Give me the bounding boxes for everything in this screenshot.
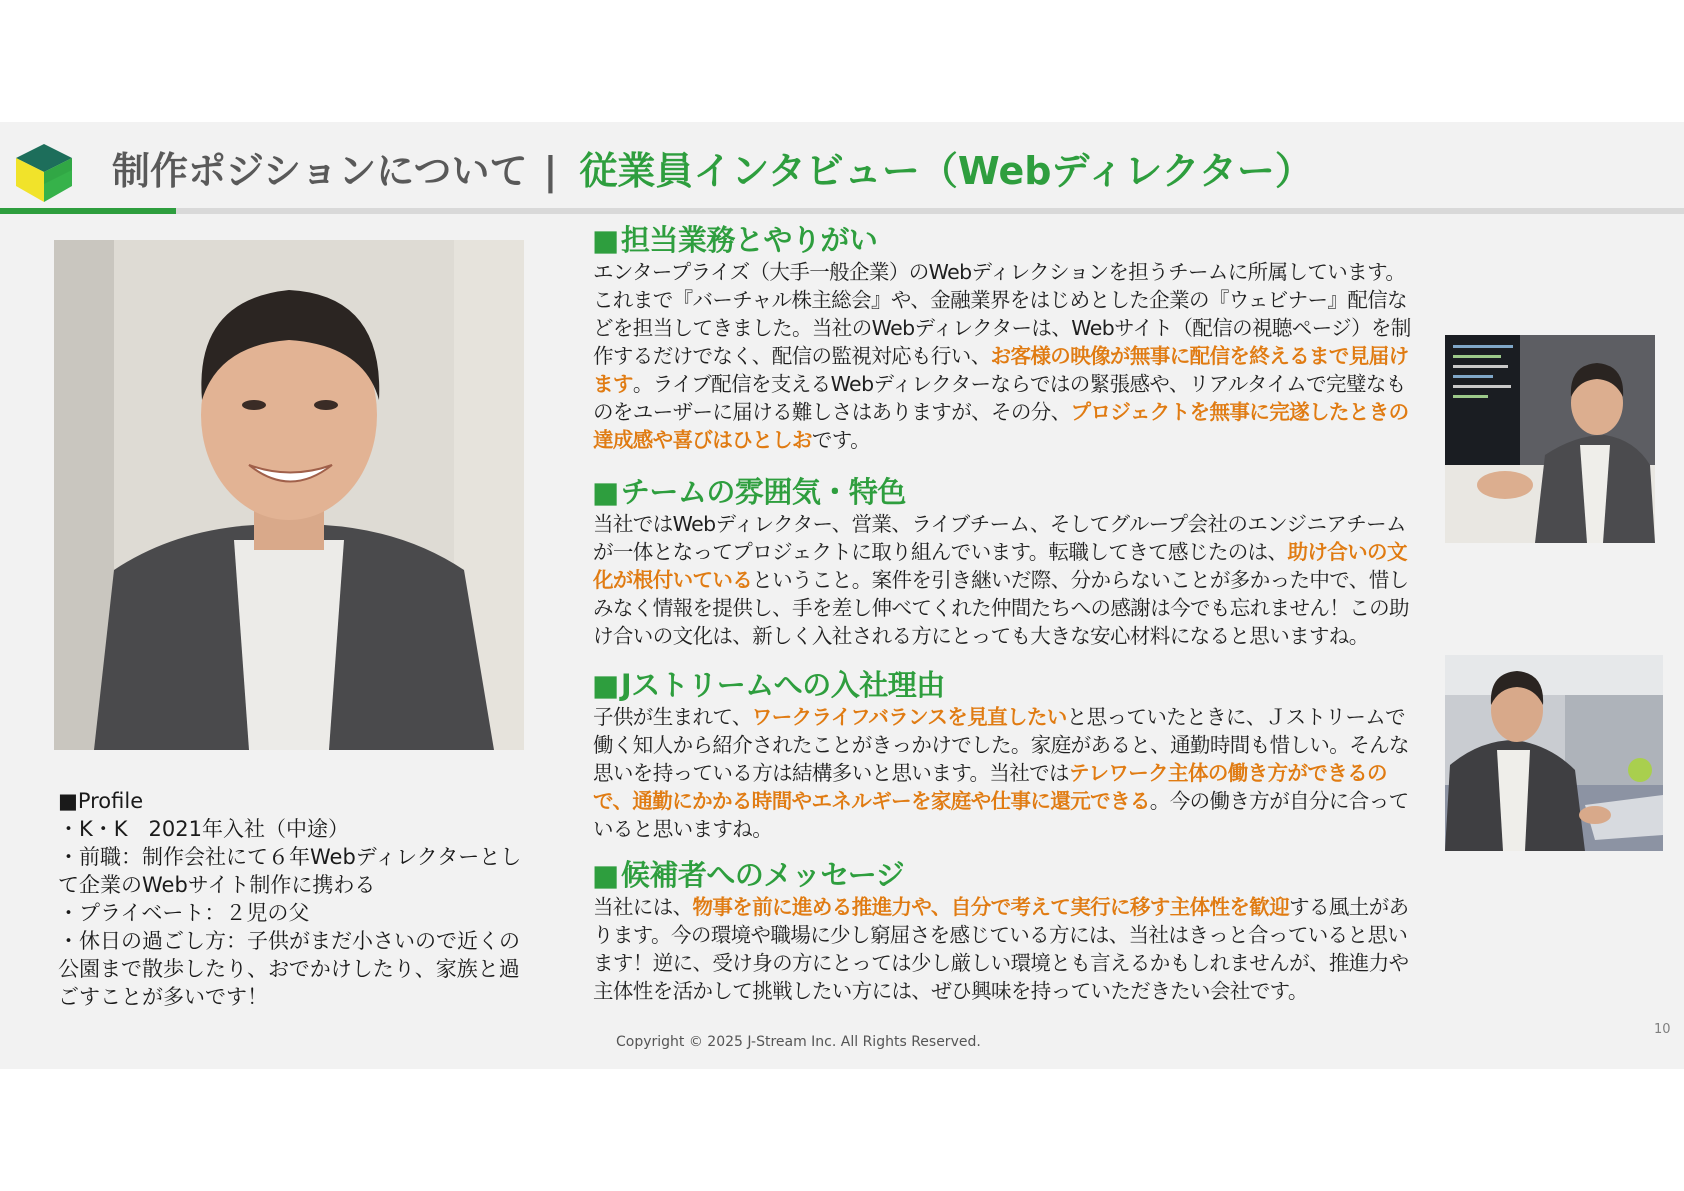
header-category: 制作ポジションについて [112,149,528,193]
body-text: 。ライブ配信を支えるWebディレクターならではの緊張感や、リアルタイムで完璧なものをユーザーに届ける難しさはありますが、その分、 [593,372,1406,424]
section-heading [592,474,1422,510]
profile-line: ・休日の過ごし方：子供がまだ小さいので近くの公園まで散歩したり、おでかけしたり、家族と過ごすことが多いです！ [58,929,520,1009]
section-heading-marker: ■ [592,475,619,509]
section-message [592,857,1422,1005]
header-separator: | [543,149,558,193]
section-heading-marker: ■ [592,223,619,257]
highlight-text: 物事を前に進める推進力や、自分で考えて実行に移す主体性を歓迎 [692,895,1290,919]
body-text: エンタープライズ（大手一般企業）のWebディレクションを担うチームに所属しています。これまで『バーチャル株主総会』や、金融業界をはじめとした企業の『ウェビナー』配信などを担当してきました。当社のWebディレクターは、Webサイト（配信の視聴ページ）を制作するだけでなく、配信の監視対応も行い、 [593,260,1411,368]
slide [0,122,1684,1069]
interview-photo-monitor [1445,335,1655,543]
section-duties [592,222,1422,454]
section-team [592,474,1422,650]
highlight-text: プロジェクトを無事に完遂したときの達成感や喜びはひとしお [593,400,1409,452]
profile-heading: ■Profile [58,789,144,813]
section-heading-marker: ■ [592,858,619,892]
header-accent-bar [0,208,176,214]
section-body [593,703,1415,843]
header-divider [0,208,1684,214]
section-heading-text: 候補者へのメッセージ [620,858,905,892]
profile-line: ・K・K 2021年入社（中途） [58,817,349,841]
section-body [593,893,1415,1005]
highlight-text: 助け合いの文化が根付いている [593,540,1407,592]
section-heading [592,222,1422,258]
body-text: 当社には、 [593,895,693,919]
copyright-text: Copyright © 2025 J-Stream Inc. All Rights Reserved. [616,1034,981,1050]
section-body [593,510,1415,650]
page-header [112,146,1313,196]
body-text: ということ。案件を引き継いだ際、分からないことが多かった中で、惜しみなく情報を提供し、手を差し伸べてくれた仲間たちへの感謝は今でも忘れません！この助け合いの文化は、新しく入社される方にとっても大きな安心材料になると思いますね。 [593,568,1409,648]
profile-line: ・プライベート：２児の父 [58,901,310,925]
page-title: 従業員インタビュー（Webディレクター） [579,149,1313,193]
body-text: 子供が生まれて、 [593,705,752,729]
highlight-text: ワークライフバランスを見直したい [751,705,1067,729]
body-text: する風土があります。今の環境や職場に少し窮屈さを感じている方には、当社はきっと合っていると思います！逆に、受け身の方にとっては少し厳しい環境とも言えるかもしれませんが、推進力や主体性を活かして挑戦したい方には、ぜひ興味を持っていただきたい会社です。 [593,895,1409,1003]
section-heading-marker: ■ [592,668,619,702]
highlight-text: テレワーク主体の働き方ができるので、通勤にかかる時間やエネルギーを家庭や仕事に還元できる [593,761,1387,813]
section-heading-text: チームの雰囲気・特色 [620,475,906,509]
company-logo-icon [12,140,76,204]
section-body [593,258,1415,454]
body-text: です。 [811,428,870,452]
section-reason [592,667,1422,843]
section-heading [592,857,1422,893]
profile-block [58,787,528,1011]
profile-line: ・前職：制作会社にて６年Webディレクターとして企業のWebサイト制作に携わる [58,845,522,897]
body-text: 。今の働き方が自分に合っていると思いますね。 [593,789,1409,841]
section-heading [592,667,1422,703]
highlight-text: お客様の映像が無事に配信を終えるまで見届けます [593,344,1409,396]
interview-photo-laptop [1445,655,1663,851]
employee-portrait-photo [54,240,524,750]
page-number: 10 [1654,1022,1671,1037]
body-text: 当社ではWebディレクター、営業、ライブチーム、そしてグループ会社のエンジニアチームが一体となってプロジェクトに取り組んでいます。転職してきて感じたのは、 [593,512,1406,564]
section-heading-text: Jストリームへの入社理由 [620,668,945,702]
body-text: と思っていたときに、Ｊストリームで働く知人から紹介されたことがきっかけでした。家庭があると、通勤時間も惜しい。そんな思いを持っている方は結構多いと思います。当社では [593,705,1409,785]
section-heading-text: 担当業務とやりがい [620,223,878,257]
